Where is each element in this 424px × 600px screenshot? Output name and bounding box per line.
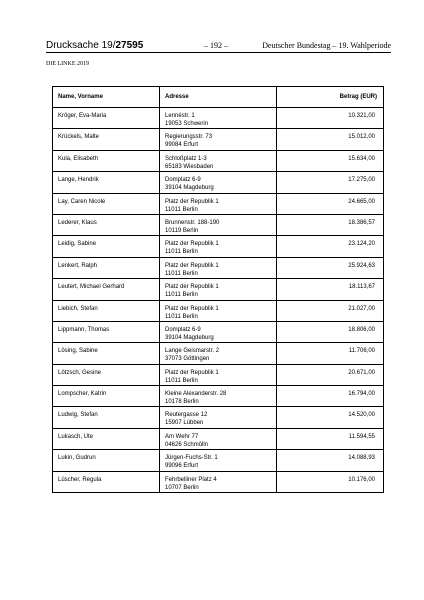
postal-city: 10178 Berlin <box>165 399 199 406</box>
address-cell <box>160 407 277 428</box>
postal-city: 39104 Magdeburg <box>165 185 214 192</box>
amount-cell: 24.665,00 <box>277 193 384 214</box>
amount-cell: 14.520,00 <box>277 407 384 428</box>
name-cell: Lange, Hendrik <box>53 172 160 193</box>
amount-cell: 11.594,55 <box>277 428 384 449</box>
publisher: Deutscher Bundestag – 19. Wahlperiode <box>262 41 391 50</box>
amount-cell: 25.924,63 <box>277 257 384 278</box>
name-cell: Leidig, Sabine <box>53 236 160 257</box>
table-row <box>53 450 384 471</box>
column-header-amount: Betrag (EUR) <box>277 87 384 108</box>
name-cell: Lukin, Gudrun <box>53 450 160 471</box>
address-cell <box>160 471 277 492</box>
table-row <box>53 471 384 492</box>
document-label: Drucksache 19/ <box>46 40 116 51</box>
column-header-address: Adresse <box>160 87 277 108</box>
street: Platz der Republik 1 <box>165 241 219 248</box>
amount-cell: 11.706,00 <box>277 343 384 364</box>
name-cell: Lederer, Klaus <box>53 214 160 235</box>
street: Lange Geismarstr. 2 <box>165 348 220 355</box>
postal-city: 11011 Berlin <box>165 206 198 213</box>
street: Fehrbelliner Platz 4 <box>165 476 217 483</box>
address-cell <box>160 236 277 257</box>
table-row <box>53 386 384 407</box>
postal-city: 19053 Schwerin <box>165 121 209 127</box>
document-number-value: 27595 <box>115 40 144 51</box>
street: Platz der Republik 1 <box>165 198 219 205</box>
table-row <box>53 257 384 278</box>
amount-cell: 18.386,57 <box>277 214 384 235</box>
document-number <box>46 40 143 51</box>
amount-cell: 15.634,00 <box>277 150 384 171</box>
table-body <box>53 108 384 493</box>
address-cell <box>160 150 277 171</box>
address-cell <box>160 300 277 321</box>
donations-table <box>52 86 384 493</box>
postal-city: 11011 Berlin <box>165 313 198 320</box>
amount-cell: 18.113,67 <box>277 279 384 300</box>
name-cell: Lötzsch, Gesine <box>53 364 160 385</box>
name-cell: Lompscher, Katrin <box>53 386 160 407</box>
table-row <box>53 108 384 129</box>
name-cell: Liebich, Stefan <box>53 300 160 321</box>
table-row <box>53 193 384 214</box>
postal-city: 37073 Göttingen <box>165 356 210 363</box>
amount-cell: 17.275,00 <box>277 172 384 193</box>
table-row <box>53 364 384 385</box>
column-header-name: Name, Vorname <box>53 87 160 108</box>
postal-city: 65183 Wiesbaden <box>165 163 214 170</box>
table-row <box>53 236 384 257</box>
postal-city: 15907 Lübben <box>165 420 204 427</box>
address-cell <box>160 343 277 364</box>
table-row <box>53 428 384 449</box>
name-cell: Lüscher, Regula <box>53 471 160 492</box>
postal-city: 11011 Berlin <box>165 377 198 384</box>
page-header <box>46 38 391 53</box>
table-row <box>53 343 384 364</box>
postal-city: 11011 Berlin <box>165 249 198 256</box>
address-cell <box>160 364 277 385</box>
section-label: DIE LINKE 2019 <box>46 61 89 67</box>
table-header-row <box>53 87 384 108</box>
postal-city: 11011 Berlin <box>165 270 198 277</box>
street: Schloßplatz 1-3 <box>165 155 207 162</box>
address-cell <box>160 279 277 300</box>
address-cell <box>160 193 277 214</box>
address-cell <box>160 386 277 407</box>
table-row <box>53 300 384 321</box>
address-cell <box>160 214 277 235</box>
amount-cell: 16.794,00 <box>277 386 384 407</box>
name-cell: Lenkert, Ralph <box>53 257 160 278</box>
name-cell: Krückels, Malte <box>53 129 160 150</box>
address-cell <box>160 172 277 193</box>
amount-cell: 20.671,00 <box>277 364 384 385</box>
name-cell: Lay, Caren Nicole <box>53 193 160 214</box>
address-cell <box>160 129 277 150</box>
postal-city: 10707 Berlin <box>165 484 199 491</box>
name-cell: Kröger, Eva-Maria <box>53 108 160 129</box>
name-cell: Lukasch, Ute <box>53 428 160 449</box>
amount-cell: 15.012,00 <box>277 129 384 150</box>
address-cell <box>160 321 277 342</box>
table-row <box>53 407 384 428</box>
table-row <box>53 279 384 300</box>
street: Domplatz 6-9 <box>165 326 201 333</box>
postal-city: 10119 Berlin <box>165 227 199 234</box>
table-row <box>53 321 384 342</box>
street: Kleine Alexanderstr. 28 <box>165 391 227 398</box>
street: Jürgen-Fuchs-Str. 1 <box>165 455 218 462</box>
address-cell <box>160 257 277 278</box>
street: Brunnenstr. 188-190 <box>165 219 220 226</box>
address-cell <box>160 108 277 129</box>
street: Lennéstr. 1 <box>165 113 195 119</box>
postal-city: 99084 Erfurt <box>165 142 199 149</box>
table-row <box>53 172 384 193</box>
name-cell: Kula, Elisabeth <box>53 150 160 171</box>
name-cell: Lippmann, Thomas <box>53 321 160 342</box>
street: Platz der Republik 1 <box>165 262 219 269</box>
address-cell <box>160 428 277 449</box>
table-row <box>53 150 384 171</box>
postal-city: 39104 Magdeburg <box>165 334 214 341</box>
amount-cell: 10.176,00 <box>277 471 384 492</box>
name-cell: Ludwig, Stefan <box>53 407 160 428</box>
table-row <box>53 129 384 150</box>
street: Am Wehr 77 <box>165 433 199 440</box>
amount-cell: 23.124,20 <box>277 236 384 257</box>
table-row <box>53 214 384 235</box>
name-cell: Lösing, Sabine <box>53 343 160 364</box>
street: Reutergasse 12 <box>165 412 208 419</box>
page-number: – 192 – <box>204 41 228 50</box>
street: Regierungsstr. 73 <box>165 134 213 141</box>
street: Platz der Republik 1 <box>165 369 219 376</box>
postal-city: 11011 Berlin <box>165 292 198 299</box>
street: Platz der Republik 1 <box>165 284 219 291</box>
amount-cell: 21.027,00 <box>277 300 384 321</box>
amount-cell: 18.806,00 <box>277 321 384 342</box>
name-cell: Leutert, Michael Gerhard <box>53 279 160 300</box>
address-cell <box>160 450 277 471</box>
amount-cell: 14.088,93 <box>277 450 384 471</box>
postal-city: 04626 Schmölln <box>165 441 209 448</box>
postal-city: 99096 Erfurt <box>165 463 199 470</box>
amount-cell: 10.321,00 <box>277 108 384 129</box>
street: Platz der Republik 1 <box>165 305 219 312</box>
street: Domplatz 6-9 <box>165 177 201 184</box>
